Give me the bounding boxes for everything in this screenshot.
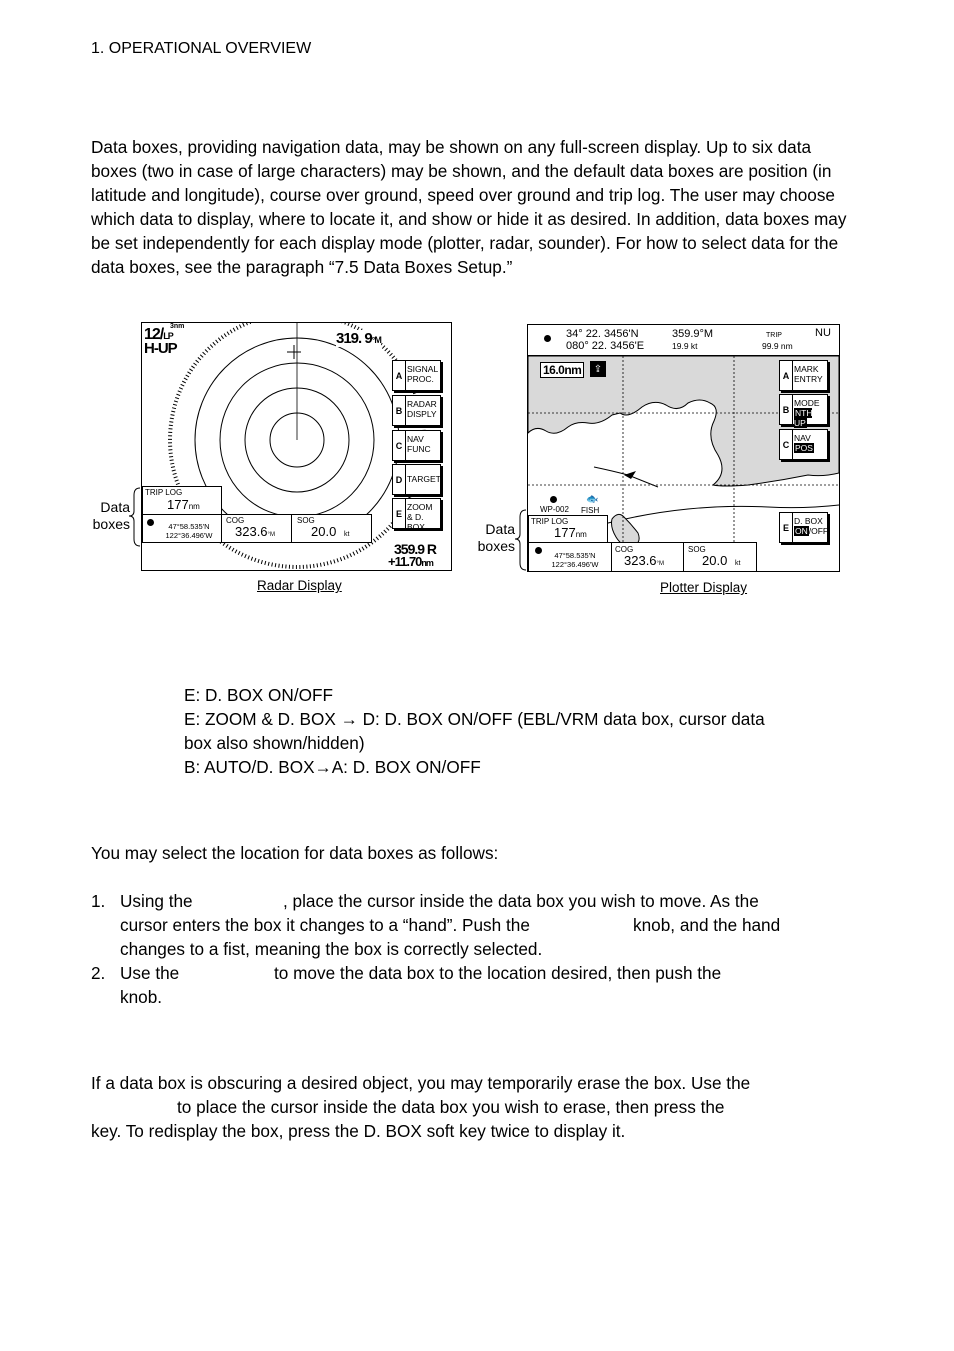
plotter-speed: 19.9 kt <box>672 341 698 351</box>
step-item <box>91 961 811 1009</box>
vrm-number: 11.70 <box>394 554 422 569</box>
key-sequence-item: box also shown/hidden) <box>184 733 365 753</box>
softkey-label: SIGNAL PROC. <box>407 364 438 384</box>
step-item <box>91 889 811 961</box>
north-arrow-icon: ⇪ <box>590 361 606 377</box>
plotter-heading: 359.9°M <box>672 328 714 340</box>
trip-log-unit: nm <box>188 502 200 511</box>
radar-heading-unit: °M <box>371 335 381 345</box>
cog-unit: °M <box>656 561 664 567</box>
softkey-label: MARK ENTRY <box>794 364 823 384</box>
radar-range-value: 12/ <box>144 326 164 343</box>
own-ship-icon <box>147 519 154 526</box>
steps-list <box>91 889 811 1009</box>
position-lon: 122°36.496'W <box>165 531 213 540</box>
cog-number: 323.6 <box>235 524 268 539</box>
trip-log-data-box[interactable] <box>142 486 222 515</box>
erase-text: to place the cursor inside the data box you wish to erase, then press the <box>177 1097 725 1117</box>
plotter-display <box>527 324 840 572</box>
position-values <box>158 522 220 540</box>
cog-value <box>624 553 664 568</box>
plotter-lon: 080° 22. 3456'E <box>566 340 645 352</box>
waypoint-icon <box>550 496 557 503</box>
sog-unit: kt <box>734 560 741 567</box>
radar-range-unit: 3nm <box>170 323 185 330</box>
softkey-letter: B <box>393 396 406 425</box>
cog-value <box>235 524 275 539</box>
softkey-label <box>794 516 829 536</box>
plotter-data-boxes-label: Data boxes <box>477 521 515 554</box>
key-sequence-item: E: ZOOM & D. BOX → D: D. BOX ON/OFF (EBL/VRM data box, cursor data <box>184 709 765 729</box>
page-header: 1. OPERATIONAL OVERVIEW <box>91 40 312 57</box>
position-lon: 122°36.496'W <box>551 560 599 569</box>
erase-text: If a data box is obscuring a desired object, you may temporarily erase the box. Use the <box>91 1073 751 1093</box>
divider <box>291 515 292 542</box>
softkey-letter: B <box>780 395 793 424</box>
step-text: Use the <box>120 963 180 983</box>
softkey-title: MODE <box>794 398 820 408</box>
plotter-range: 16.0nm <box>540 362 584 378</box>
cog-unit: °M <box>267 532 275 538</box>
plotter-lat: 34° 22. 3456'N <box>566 328 639 340</box>
softkey-label: RADAR DISPLY <box>407 399 437 419</box>
softkey-label <box>794 398 825 428</box>
softkey-letter: E <box>780 513 793 542</box>
plotter-orientation: NU <box>815 327 831 339</box>
plotter-caption: Plotter Display <box>660 580 748 595</box>
radar-caption: Radar Display <box>257 578 342 593</box>
softkey-letter: E <box>393 499 406 528</box>
vrm-unit: nm <box>421 558 433 568</box>
softkey-letter: A <box>780 361 793 390</box>
softkey-title: NAV <box>794 433 811 443</box>
radar-heading <box>336 330 381 347</box>
softkey-mark-entry[interactable] <box>779 360 828 391</box>
softkey-label <box>794 433 825 453</box>
trip-log-value <box>554 525 587 540</box>
vrm-value: +11.70nm <box>388 554 433 569</box>
sog-value <box>702 553 740 568</box>
position-lat: 47°58.535'N <box>554 551 596 560</box>
step-text: , place the cursor inside the data box you wish to move. As the <box>283 891 759 911</box>
step-text: knob, and the hand <box>633 915 781 935</box>
key-sequence-item: E: D. BOX ON/OFF <box>184 685 333 705</box>
intro-text: Data boxes, providing navigation data, may be shown on any full-screen display. Up to six data boxes (two in case of large characters) may be shown, and the default data boxes are position (in latitude and longitude), course over ground, speed over ground and trip log. The user may choose which data to display, where to locate it, and show or hide it as desired. In addition, data boxes may be set independently for each display mode (plotter, radar, sounder). For how to select data for the data boxes, see the paragraph “7.5 Data Boxes Setup.” <box>91 137 847 277</box>
softkey-title: D. BOX <box>794 516 823 526</box>
cog-label: COG <box>615 545 634 554</box>
key-sequence-list <box>184 683 765 779</box>
softkey-radar-disply[interactable] <box>392 395 441 426</box>
trip-log-number: 177 <box>554 525 576 540</box>
erase-paragraph <box>91 1071 891 1143</box>
trip-log-value <box>167 497 200 512</box>
softkey-nav-func[interactable] <box>392 430 441 461</box>
softkey-zoom-dbox[interactable] <box>392 498 441 532</box>
softkey-letter: A <box>393 361 406 390</box>
step-text: knob. <box>120 987 163 1007</box>
softkey-target[interactable] <box>392 464 441 495</box>
position-cog-sog-data-box[interactable] <box>528 542 757 572</box>
step-text: changes to a fist, meaning the box is correctly selected. <box>120 939 543 959</box>
radar-display <box>141 322 452 571</box>
trip-log-data-box[interactable] <box>528 515 608 543</box>
sog-label: SOG <box>297 516 315 525</box>
fish-icon: 🐟 <box>586 494 599 505</box>
softkey-dbox-on-off[interactable] <box>779 512 828 543</box>
softkey-label: TARGET <box>407 474 441 484</box>
position-values <box>542 551 608 569</box>
trip-log-number: 177 <box>167 497 189 512</box>
step-line <box>120 889 811 913</box>
softkey-label: ZOOM & D. BOX <box>407 502 433 532</box>
radar-brace <box>128 487 142 547</box>
divider <box>221 515 222 542</box>
sog-value <box>311 524 349 539</box>
radar-mode: H-UP <box>144 340 177 357</box>
location-intro: You may select the location for data boxes as follows: <box>91 843 499 863</box>
position-lat: 47°58.535'N <box>168 522 210 531</box>
softkey-value: ON <box>795 526 808 536</box>
radar-range-sub: LP <box>163 331 173 341</box>
softkey-nav[interactable] <box>779 429 828 460</box>
step-text: to move the data box to the location desired, then push the <box>274 963 722 983</box>
softkey-label: NAV FUNC <box>407 434 431 454</box>
softkey-signal-proc[interactable] <box>392 360 441 391</box>
trip-log-label: TRIP LOG <box>531 517 569 526</box>
trip-log-label: TRIP LOG <box>145 488 183 497</box>
radar-heading-value: 319. 9 <box>336 330 372 347</box>
own-ship-icon <box>535 547 542 554</box>
position-cog-sog-data-box[interactable] <box>142 514 372 543</box>
step-number: 2. <box>91 963 106 983</box>
sog-number: 20.0 <box>702 553 728 568</box>
divider <box>683 543 684 571</box>
divider <box>611 543 612 571</box>
plotter-trip-value: 99.9 nm <box>762 341 793 351</box>
step-text: cursor enters the box it changes to a “hand”. Push the <box>120 915 530 935</box>
sog-number: 20.0 <box>311 524 337 539</box>
step-text: Using the <box>120 891 193 911</box>
radar-data-boxes-label: Data boxes <box>92 499 130 532</box>
key-sequence-item: B: AUTO/D. BOX→A: D. BOX ON/OFF <box>184 757 481 777</box>
plotter-trip-label: TRIP <box>766 332 782 339</box>
erase-text: key. To redisplay the box, press the D. BOX soft key twice to display it. <box>91 1121 626 1141</box>
step-line <box>120 961 811 985</box>
step-line <box>120 913 811 937</box>
step-number: 1. <box>91 891 106 911</box>
ebl-value: 359.9 R <box>394 541 437 557</box>
softkey-letter: D <box>393 465 406 494</box>
waypoint-label: WP-002 <box>540 505 569 514</box>
softkey-value-rest: /OFF <box>808 526 829 536</box>
fish-label: FISH <box>581 506 600 515</box>
cog-number: 323.6 <box>624 553 657 568</box>
ebl-vrm-box <box>388 541 448 568</box>
cog-label: COG <box>226 516 245 525</box>
softkey-letter: C <box>393 431 406 460</box>
sog-unit: kt <box>343 531 350 538</box>
softkey-letter: C <box>780 430 793 459</box>
trip-log-unit: nm <box>575 530 587 539</box>
softkey-value: NTH UP <box>794 408 813 428</box>
softkey-mode[interactable] <box>779 394 828 428</box>
plotter-brace <box>514 509 528 571</box>
intro-paragraph <box>91 135 851 279</box>
softkey-value: POS <box>795 443 813 453</box>
sog-label: SOG <box>688 545 706 554</box>
